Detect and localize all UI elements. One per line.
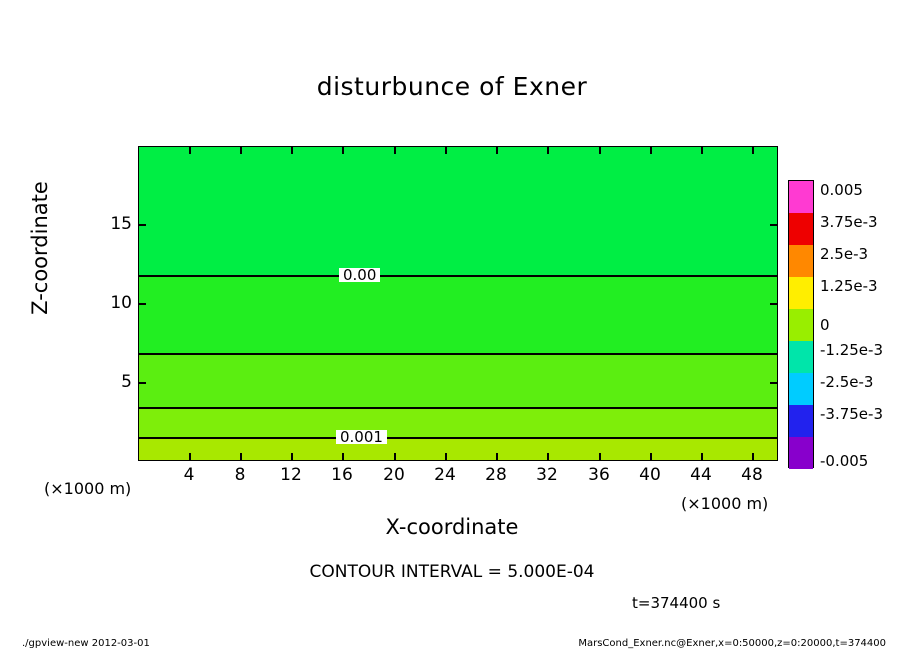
xtick-top-2 (240, 146, 242, 154)
xtick-top-1 (189, 146, 191, 154)
contour-line-0001 (139, 437, 777, 439)
xtick-top-9 (599, 146, 601, 154)
z-unit-label: (×1000 m) (44, 479, 132, 498)
xtick-top-7 (496, 146, 498, 154)
colorbar-label-2: 3.75e-3 (820, 213, 878, 231)
colorbar (788, 180, 814, 468)
xtick-label-12: 12 (280, 465, 302, 485)
colorbar-cell-6 (789, 341, 813, 373)
xtick-label-28: 28 (485, 465, 507, 485)
xtick-top-11 (701, 146, 703, 154)
colorbar-label-9: -0.005 (820, 452, 869, 470)
ytick-left-10 (138, 303, 146, 305)
contour-line-0 (139, 275, 777, 277)
colorbar-cell-9 (789, 437, 813, 469)
xtick-top-12 (752, 146, 754, 154)
plot-area (138, 146, 778, 461)
contour-line-mid2 (139, 407, 777, 409)
xtick-label-36: 36 (588, 465, 610, 485)
colorbar-cell-8 (789, 405, 813, 437)
contour-label-0: 0.00 (339, 268, 380, 282)
footer-left-text: ./gpview-new 2012-03-01 (22, 638, 150, 649)
contour-band-3 (139, 354, 777, 408)
xtick-bottom-5 (394, 453, 396, 461)
xtick-bottom-7 (496, 453, 498, 461)
xtick-label-20: 20 (383, 465, 405, 485)
ytick-label-15: 15 (110, 214, 132, 234)
xtick-bottom-12 (752, 453, 754, 461)
colorbar-cell-4 (789, 277, 813, 309)
ytick-right-5 (770, 382, 778, 384)
ytick-left-5 (138, 382, 146, 384)
xtick-bottom-2 (240, 453, 242, 461)
xtick-bottom-10 (650, 453, 652, 461)
x-axis-title: X-coordinate (385, 515, 519, 539)
xtick-bottom-1 (189, 453, 191, 461)
xtick-label-4: 4 (183, 465, 195, 485)
colorbar-cell-2 (789, 213, 813, 245)
xtick-bottom-4 (342, 453, 344, 461)
xtick-bottom-3 (291, 453, 293, 461)
xtick-bottom-8 (547, 453, 549, 461)
contour-band-1 (139, 147, 777, 276)
colorbar-label-4: 1.25e-3 (820, 277, 878, 295)
x-unit-label: (×1000 m) (681, 494, 769, 513)
xtick-label-48: 48 (741, 465, 763, 485)
ytick-right-10 (770, 303, 778, 305)
contour-label-0001: 0.001 (336, 430, 387, 444)
xtick-label-8: 8 (234, 465, 246, 485)
colorbar-cell-3 (789, 245, 813, 277)
colorbar-label-1: 0.005 (820, 181, 863, 199)
contour-band-4 (139, 408, 777, 438)
xtick-top-10 (650, 146, 652, 154)
xtick-bottom-9 (599, 453, 601, 461)
xtick-label-40: 40 (639, 465, 661, 485)
contour-band-5 (139, 438, 777, 461)
xtick-top-8 (547, 146, 549, 154)
xtick-top-6 (445, 146, 447, 154)
xtick-label-32: 32 (536, 465, 558, 485)
ytick-label-5: 5 (121, 372, 132, 392)
contour-line-mid1 (139, 353, 777, 355)
chart-title: disturbunce of Exner (316, 72, 588, 101)
contour-band-2 (139, 276, 777, 354)
colorbar-label-8: -3.75e-3 (820, 405, 883, 423)
colorbar-label-7: -2.5e-3 (820, 373, 874, 391)
contour-interval-text: CONTOUR INTERVAL = 5.000E-04 (309, 562, 595, 582)
xtick-label-44: 44 (690, 465, 712, 485)
xtick-label-24: 24 (434, 465, 456, 485)
colorbar-label-6: -1.25e-3 (820, 341, 883, 359)
time-annotation: t=374400 s (632, 594, 721, 612)
colorbar-cell-5 (789, 309, 813, 341)
xtick-label-16: 16 (331, 465, 353, 485)
xtick-bottom-6 (445, 453, 447, 461)
colorbar-cell-7 (789, 373, 813, 405)
colorbar-label-3: 2.5e-3 (820, 245, 869, 263)
colorbar-label-5: 0 (820, 316, 830, 334)
xtick-top-5 (394, 146, 396, 154)
xtick-top-3 (291, 146, 293, 154)
ytick-right-15 (770, 224, 778, 226)
colorbar-cell-1 (789, 181, 813, 213)
ytick-left-15 (138, 224, 146, 226)
y-axis-title: Z-coordinate (28, 181, 52, 315)
footer-right-text: MarsCond_Exner.nc@Exner,x=0:50000,z=0:20000,t=374400 (578, 638, 886, 649)
xtick-top-4 (342, 146, 344, 154)
xtick-bottom-11 (701, 453, 703, 461)
ytick-label-10: 10 (110, 293, 132, 313)
